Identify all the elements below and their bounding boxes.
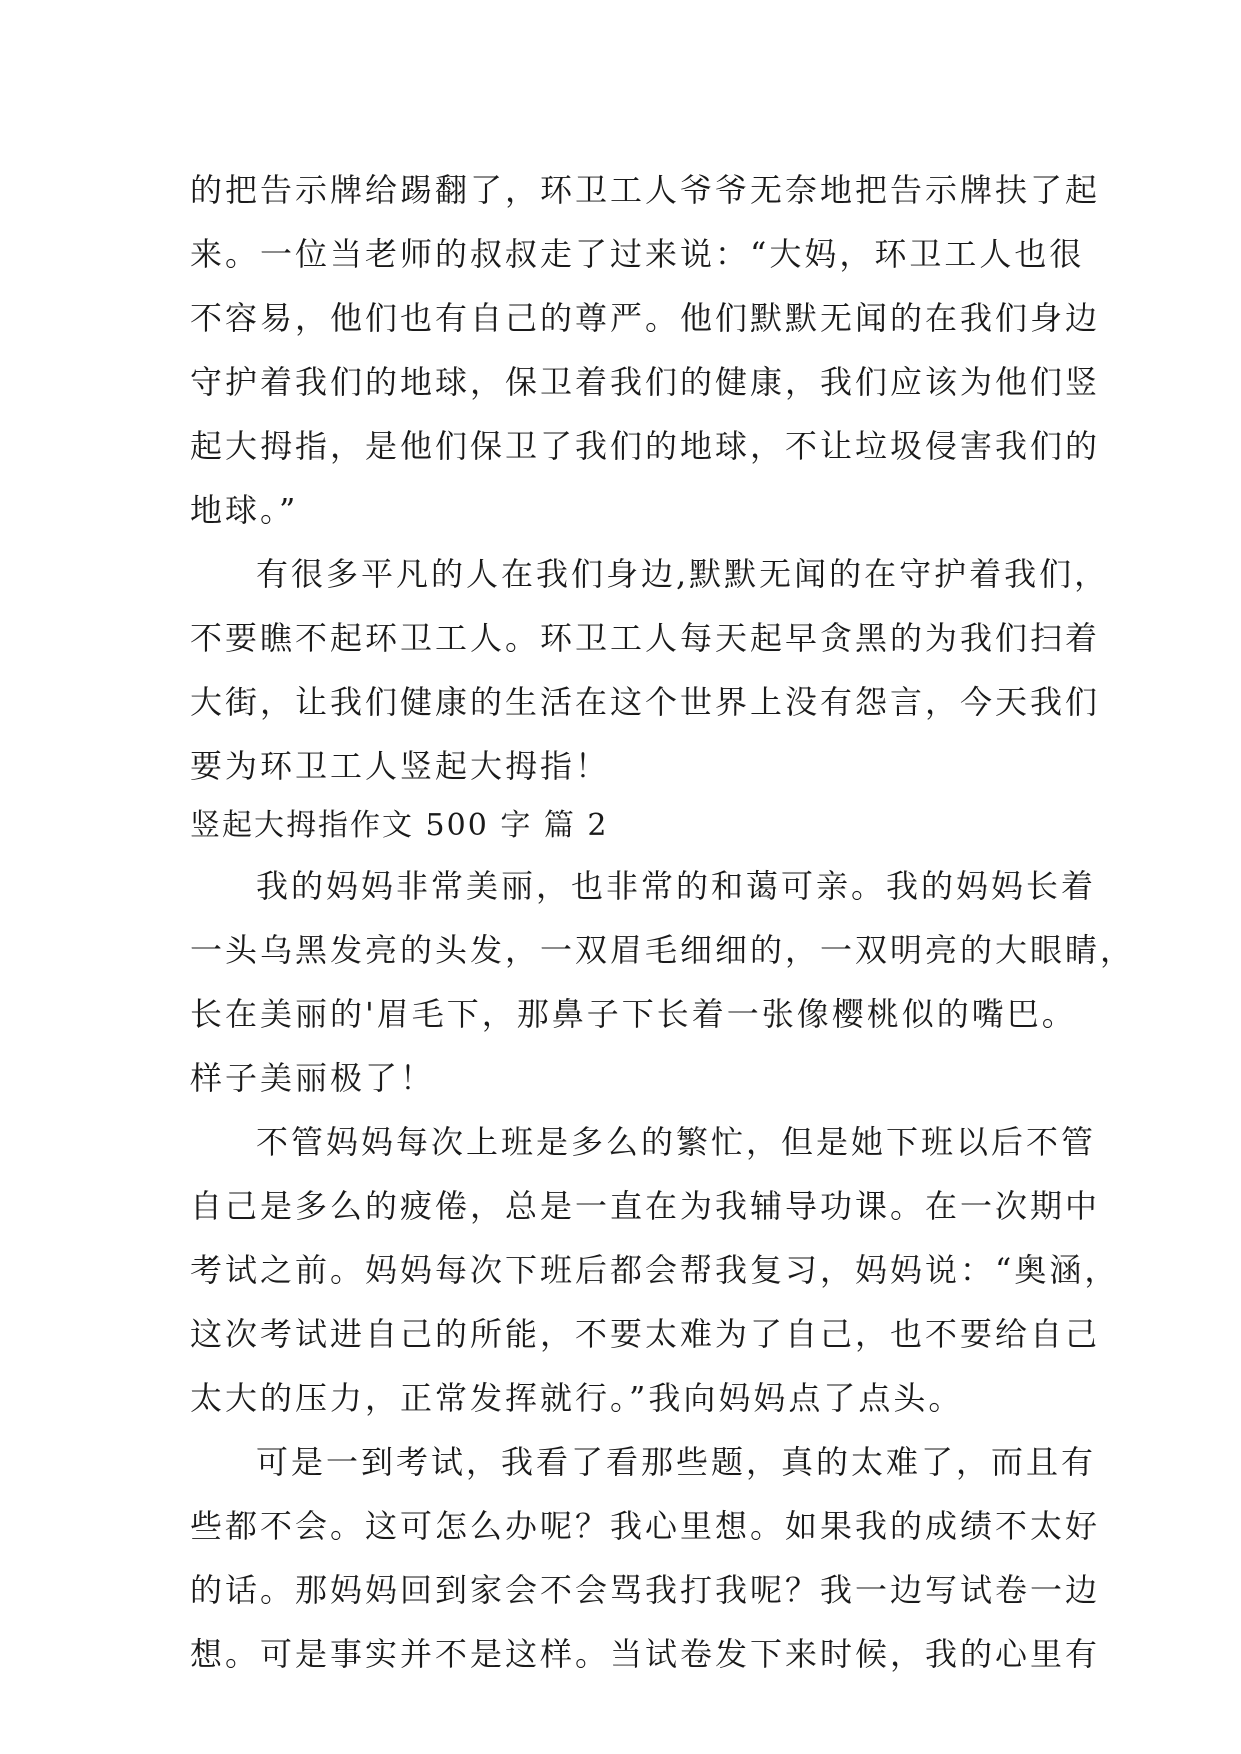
- paragraph: [190, 1430, 1101, 1686]
- paragraph: [190, 158, 1101, 542]
- paragraph: [190, 854, 1136, 1110]
- text-line: 考试之前。妈妈每次下班后都会帮我复习，妈妈说：“奥涵，: [190, 1251, 1120, 1289]
- text-line: 的把告示牌给踢翻了，环卫工人爷爷无奈地把告示牌扶了起: [190, 171, 1101, 209]
- text-line: 我的妈妈非常美丽，也非常的和蔼可亲。我的妈妈长着: [256, 867, 1097, 905]
- text-line: 长在美丽的'眉毛下，那鼻子下长着一张像樱桃似的嘴巴。: [190, 995, 1077, 1033]
- text-line: 些都不会。这可怎么办呢？我心里想。如果我的成绩不太好: [190, 1507, 1101, 1545]
- section-heading: [190, 798, 1058, 854]
- text-line: 的话。那妈妈回到家会不会骂我打我呢？我一边写试卷一边: [190, 1571, 1101, 1609]
- text-line: 自己是多么的疲倦，总是一直在为我辅导功课。在一次期中: [190, 1187, 1101, 1225]
- text-line: 一头乌黑发亮的头发，一双眉毛细细的，一双明亮的大眼睛，: [190, 931, 1136, 969]
- paragraph: [190, 1110, 1120, 1430]
- text-line: 起大拇指，是他们保卫了我们的地球，不让垃圾侵害我们的: [190, 427, 1101, 465]
- text-line: 地球。”: [190, 491, 299, 529]
- paragraph: [190, 542, 1110, 798]
- text-line: 不容易，他们也有自己的尊严。他们默默无闻的在我们身边: [190, 299, 1101, 337]
- text-line: 来。一位当老师的叔叔走了过来说：“大妈，环卫工人也很: [190, 235, 1085, 273]
- text-line: 要为环卫工人竖起大拇指！: [190, 747, 611, 785]
- text-line: 大街，让我们健康的生活在这个世界上没有怨言，今天我们: [190, 683, 1101, 721]
- heading-text: 竖起大拇指作文 500 字 篇 2: [190, 808, 609, 843]
- text-line: 可是一到考试，我看了看那些题，真的太难了，而且有: [256, 1443, 1097, 1481]
- text-line: 守护着我们的地球，保卫着我们的健康，我们应该为他们竖: [190, 363, 1101, 401]
- text-line: 有很多平凡的人在我们身边,默默无闻的在守护着我们，: [256, 555, 1110, 593]
- text-line: 不要瞧不起环卫工人。环卫工人每天起早贪黑的为我们扫着: [190, 619, 1101, 657]
- text-line: 样子美丽极了！: [190, 1059, 436, 1097]
- text-line: 想。可是事实并不是这样。当试卷发下来时候，我的心里有: [190, 1635, 1101, 1673]
- text-line: 不管妈妈每次上班是多么的繁忙，但是她下班以后不管: [256, 1123, 1097, 1161]
- text-line: 太大的压力，正常发挥就行。”我向妈妈点了点头。: [190, 1379, 964, 1417]
- text-line: 这次考试进自己的所能，不要太难为了自己，也不要给自己: [190, 1315, 1101, 1353]
- document-body: [190, 158, 1136, 1686]
